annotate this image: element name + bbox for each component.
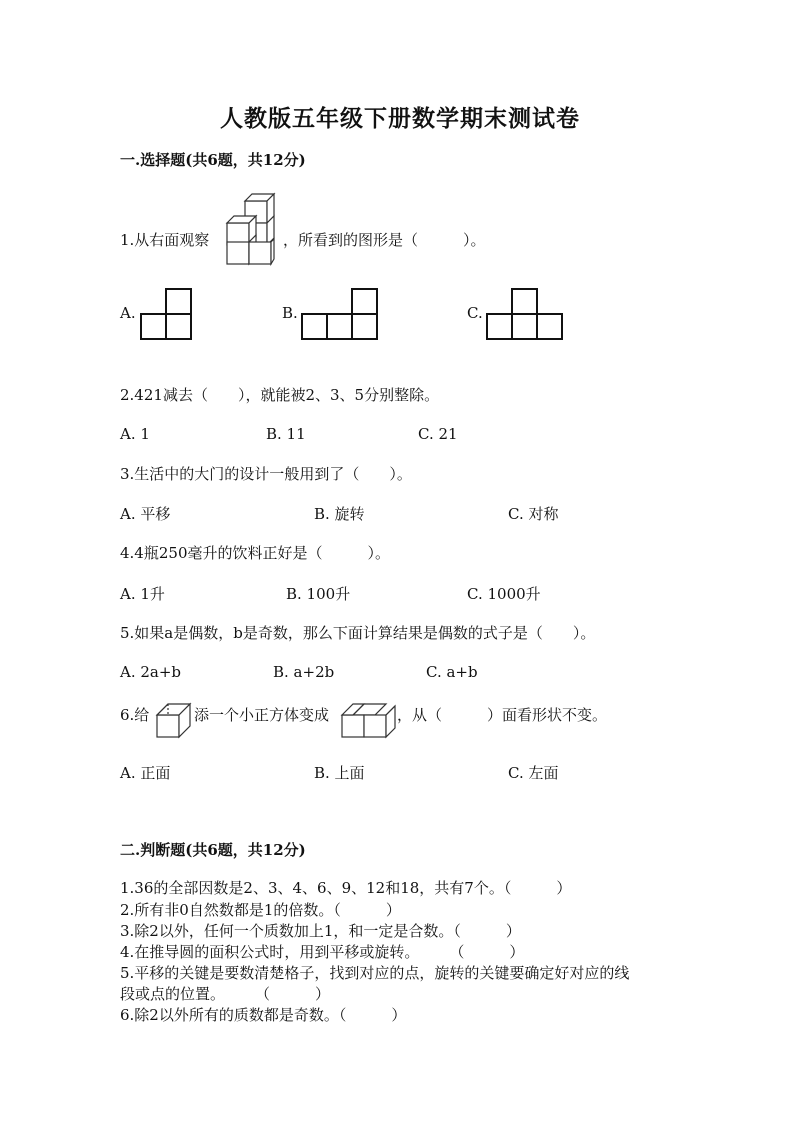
q2-text: 2.421减去（ ），就能被2、3、5分别整除。 [120, 386, 440, 404]
judge-item-3: 3.除2以外，任何一个质数加上1，和一定是合数。（ ） [120, 922, 521, 940]
q1-option-c: C. [467, 304, 483, 322]
q2-option-b: B. 11 [266, 425, 306, 443]
q1-option-b-figure [301, 288, 378, 340]
q5-option-a: A. 2a+b [120, 663, 182, 681]
q6-text-mid: 添一个小正方体变成 [194, 706, 330, 724]
judge-item-5-line-1: 5.平移的关键是要数清楚格子，找到对应的点，旋转的关键要确定好对应的线 [120, 964, 630, 982]
q6-option-c: C. 左面 [508, 764, 559, 782]
page-title: 人教版五年级下册数学期末测试卷 [220, 105, 580, 132]
section-1-header: 一.选择题(共6题，共12分) [120, 151, 306, 169]
q2-option-c: C. 21 [418, 425, 458, 443]
q1-option-a-figure [140, 288, 192, 340]
q5-text: 5.如果a是偶数，b是奇数，那么下面计算结果是偶数的式子是（ ）。 [120, 624, 596, 642]
q1-text-post: ，所看到的图形是（ ）。 [283, 231, 486, 249]
q6-option-a: A. 正面 [120, 764, 171, 782]
q6-option-b: B. 上面 [314, 764, 365, 782]
q5-option-b: B. a+2b [273, 663, 335, 681]
judge-item-5-line-2: 段或点的位置。 （ ） [120, 985, 331, 1003]
q6-text-pre: 6.给 [120, 706, 150, 724]
q6-three-cube-figure [341, 699, 397, 739]
q6-two-cube-figure [156, 699, 192, 739]
judge-item-4: 4.在推导圆的面积公式时，用到平移或旋转。 （ ） [120, 943, 525, 961]
q5-option-c: C. a+b [426, 663, 478, 681]
q2-option-a: A. 1 [120, 425, 150, 443]
q3-text: 3.生活中的大门的设计一般用到了（ ）。 [120, 465, 412, 483]
q4-option-c: C. 1000升 [467, 585, 541, 603]
judge-item-1: 1.36的全部因数是2、3、4、6、9、12和18，共有7个。（ ） [120, 879, 572, 897]
q1-text-pre: 1.从右面观察 [120, 231, 210, 249]
q1-option-a: A. [120, 304, 136, 322]
q1-cube-stack-figure [219, 189, 279, 269]
q3-option-a: A. 平移 [120, 505, 171, 523]
q1-option-c-figure [486, 288, 563, 340]
q3-option-c: C. 对称 [508, 505, 559, 523]
judge-item-6: 6.除2以外所有的质数都是奇数。（ ） [120, 1006, 407, 1024]
q4-text: 4.4瓶250毫升的饮料正好是（ ）。 [120, 544, 390, 562]
q4-option-b: B. 100升 [286, 585, 351, 603]
q1-option-b: B. [282, 304, 298, 322]
q3-option-b: B. 旋转 [314, 505, 365, 523]
q4-option-a: A. 1升 [120, 585, 165, 603]
judge-item-2: 2.所有非0自然数都是1的倍数。（ ） [120, 901, 401, 919]
q6-text-post: ，从（ ）面看形状不变。 [397, 706, 608, 724]
section-2-header: 二.判断题(共6题，共12分) [120, 841, 306, 859]
